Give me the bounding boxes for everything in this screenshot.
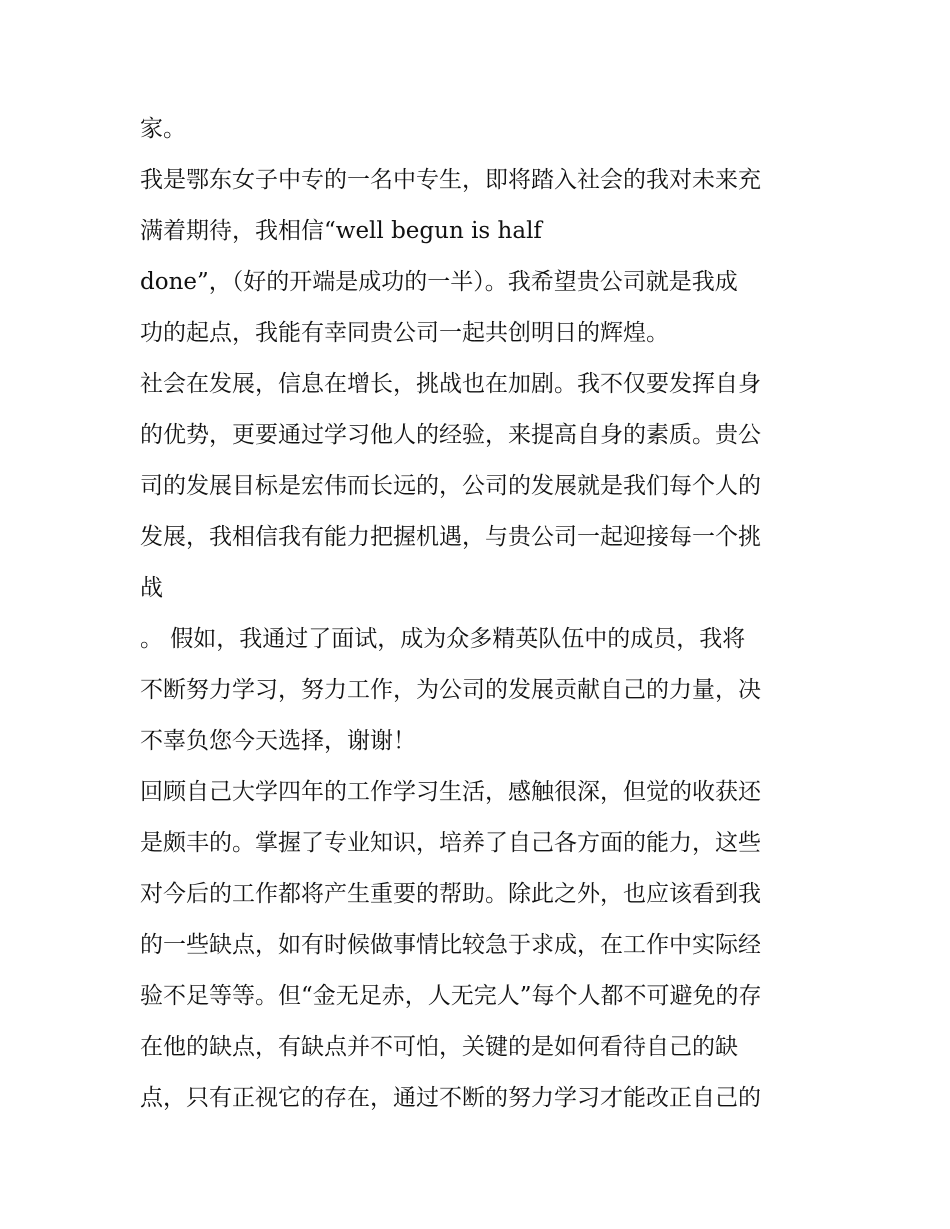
text-line: 在他的缺点，有缺点并不可怕，关键的是如何看待自己的缺 — [140, 1034, 738, 1060]
text-line: 回顾自己大学四年的工作学习生活，感触很深，但觉的收获还 — [140, 779, 761, 805]
text-line: 点，只有正视它的存在，通过不断的努力学习才能改正自己的 — [140, 1085, 761, 1111]
text-line: 满着期待，我相信“well begun is half — [140, 218, 542, 244]
text-line: 战 — [140, 575, 163, 601]
text-line: 司的发展目标是宏伟而长远的，公司的发展就是我们每个人的 — [140, 473, 761, 499]
document-body — [140, 104, 830, 1124]
text-line: 不断努力学习，努力工作，为公司的发展贡献自己的力量，决 — [140, 677, 761, 703]
text-line: 。 假如，我通过了面试，成为众多精英队伍中的成员，我将 — [140, 626, 746, 652]
text-line: 对今后的工作都将产生重要的帮助。除此之外，也应该看到我 — [140, 881, 761, 907]
text-line: 家。 — [140, 116, 186, 142]
text-line: 我是鄂东女子中专的一名中专生，即将踏入社会的我对未来充 — [140, 167, 761, 193]
text-line: 验不足等等。但“金无足赤，人无完人”每个人都不可避免的存 — [140, 983, 762, 1009]
text-line: done”，（好的开端是成功的一半）。我希望贵公司就是我成 — [140, 269, 738, 295]
text-line: 的一些缺点，如有时候做事情比较急于求成，在工作中实际经 — [140, 932, 761, 958]
text-line: 的优势，更要通过学习他人的经验，来提高自身的素质。贵公 — [140, 422, 761, 448]
text-line: 是颇丰的。掌握了专业知识，培养了自己各方面的能力，这些 — [140, 830, 761, 856]
text-line: 社会在发展，信息在增长，挑战也在加剧。我不仅要发挥自身 — [140, 371, 761, 397]
text-line: 功的起点，我能有幸同贵公司一起共创明日的辉煌。 — [140, 320, 669, 346]
text-line: 不辜负您今天选择，谢谢！ — [140, 728, 416, 754]
text-line: 发展，我相信我有能力把握机遇，与贵公司一起迎接每一个挑 — [140, 524, 761, 550]
